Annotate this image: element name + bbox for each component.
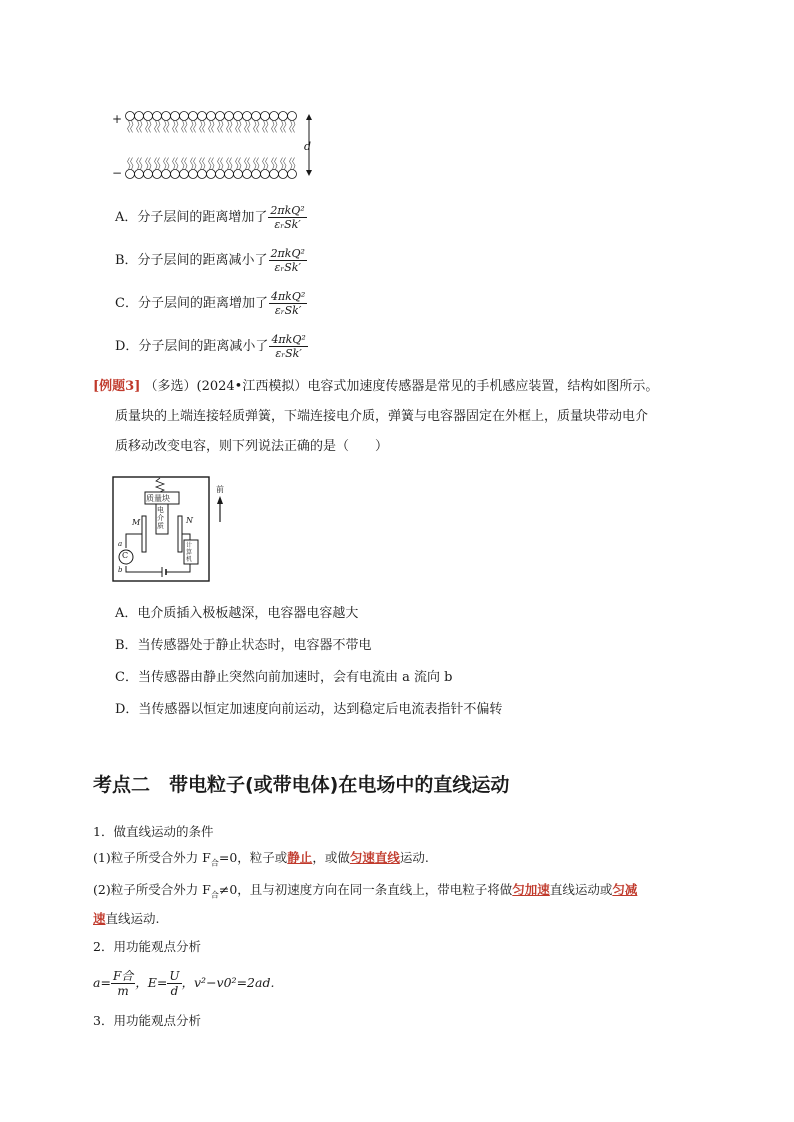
- molecule-tail: [203, 121, 206, 133]
- molecule-head: [198, 112, 207, 121]
- kinematics-formula: a= F合 m ，E= $\frac{U}{d}$ ，v²−v0²=2ad.: [93, 968, 275, 998]
- molecule-head: [234, 170, 243, 179]
- molecule-tail: [155, 158, 158, 170]
- molecule-head: [144, 170, 153, 179]
- plate-m-label: M: [132, 518, 141, 527]
- molecule-head: [252, 170, 261, 179]
- molecule-head: [243, 170, 252, 179]
- molecule-tail: [185, 121, 188, 133]
- molecule-tail: [266, 158, 269, 170]
- molecule-tail: [182, 121, 185, 133]
- plus-sign: +: [112, 112, 123, 126]
- section-body: [93, 822, 713, 1031]
- molecule-tail: [257, 158, 260, 170]
- molecule-head: [171, 170, 180, 179]
- ex3-option-d: D．当传感器以恒定加速度向前运动，达到稳定后电流表指针不偏转: [115, 702, 503, 717]
- molecule-tail: [149, 158, 152, 170]
- molecule-tail: [254, 158, 257, 170]
- molecule-tail: [254, 121, 257, 133]
- mass-block-label: 质量块: [146, 494, 170, 503]
- molecule-head: [288, 112, 297, 121]
- item-1-heading: 1．做直线运动的条件: [93, 824, 214, 839]
- molecule-tail: [263, 158, 266, 170]
- ex3-option-c: C．当传感器由静止突然向前加速时，会有电流由 a 流向 b: [115, 670, 453, 685]
- molecule-tail: [200, 121, 203, 133]
- molecule-head: [270, 170, 279, 179]
- molecule-tail: [212, 158, 215, 170]
- molecule-tail: [230, 121, 233, 133]
- molecule-tail: [164, 158, 167, 170]
- molecule-tail: [218, 158, 221, 170]
- molecule-tail: [191, 121, 194, 133]
- molecule-tail: [200, 158, 203, 170]
- option-c: C．分子层间的距离增加了 $\frac{\text{4πkQ²}}{\text{εᵣSk′}}$: [115, 290, 306, 317]
- molecule-tail: [185, 158, 188, 170]
- molecule-tail: [158, 158, 161, 170]
- front-label: 前: [216, 485, 224, 494]
- ex3-option-a: A．电介质插入极板越深，电容器电容越大: [115, 606, 359, 621]
- molecule-head: [243, 112, 252, 121]
- molecule-tail: [275, 121, 278, 133]
- plate-n-label: N: [186, 516, 193, 525]
- molecule-layers-svg: [124, 96, 324, 186]
- figure-accelerometer: [112, 476, 242, 584]
- molecule-head: [198, 170, 207, 179]
- molecule-tail: [203, 158, 206, 170]
- molecule-tail: [137, 158, 140, 170]
- molecule-head: [279, 112, 288, 121]
- example-3-line1: [例题3] （多选）(2024•江西模拟）电容式加速度传感器是常见的手机感应装置，结构如图所示。: [93, 379, 659, 394]
- molecule-head: [189, 112, 198, 121]
- molecule-tail: [272, 158, 275, 170]
- molecule-tail: [167, 121, 170, 133]
- molecule-head: [171, 112, 180, 121]
- molecule-head: [288, 170, 297, 179]
- molecule-head: [216, 112, 225, 121]
- point-a-label: a: [118, 540, 123, 548]
- molecule-head: [207, 112, 216, 121]
- molecule-head: [225, 112, 234, 121]
- dielectric-label: 电介质: [157, 506, 164, 530]
- molecule-tail: [293, 158, 296, 170]
- molecule-head: [225, 170, 234, 179]
- molecule-tail: [284, 158, 287, 170]
- example-3-line2: 质量块的上端连接轻质弹簧，下端连接电介质，弹簧与电容器固定在外框上，质量块带动电介: [115, 409, 649, 424]
- molecule-head: [135, 112, 144, 121]
- molecule-head: [261, 170, 270, 179]
- item-3-heading: 3．用功能观点分析: [93, 1013, 201, 1028]
- molecule-head: [180, 112, 189, 121]
- item-2-heading: 2．用功能观点分析: [93, 939, 201, 954]
- molecule-head: [126, 112, 135, 121]
- molecule-tail: [146, 158, 149, 170]
- distance-label: d: [304, 140, 312, 153]
- molecule-tail: [128, 158, 131, 170]
- molecule-head: [153, 170, 162, 179]
- condition-2: (2)粒子所受合外力 $F_合\ne 0$，且与初速度方向在同一条直线上，带电粒子将做匀加速直线运动或匀减 速直线运动.: [93, 881, 638, 926]
- molecule-tail: [290, 121, 293, 133]
- option-b: B．分子层间的距离减小了 $\frac{\text{2πkQ²}}{\text{εᵣSk′}}$: [115, 247, 305, 274]
- molecule-tail: [272, 121, 275, 133]
- section-heading: 考点二 带电粒子(或带电体)在电场中的直线运动: [93, 774, 510, 796]
- option-a: A．分子层间的距离增加了 $\frac{\text{2πkQ²}}{\text{εᵣSk′}}$: [115, 204, 305, 231]
- molecule-tail: [248, 121, 251, 133]
- molecule-tail: [245, 121, 248, 133]
- molecule-tail: [137, 121, 140, 133]
- molecule-tail: [131, 158, 134, 170]
- molecule-tail: [293, 121, 296, 133]
- molecule-tail: [281, 158, 284, 170]
- molecule-head: [180, 170, 189, 179]
- molecule-tail: [245, 158, 248, 170]
- molecule-tail: [212, 121, 215, 133]
- molecule-head: [207, 170, 216, 179]
- molecule-tail: [281, 121, 284, 133]
- example-3-line3: 质移动改变电容，则下列说法正确的是（ ）: [115, 439, 389, 454]
- option-d: D．分子层间的距离减小了 $\frac{\text{4πkQ²}}{\text{εᵣSk′}}$: [115, 333, 306, 360]
- molecule-tail: [266, 121, 269, 133]
- molecule-tail: [167, 158, 170, 170]
- computer-label: 计算机: [186, 542, 193, 563]
- figure-molecular-layers: [108, 96, 328, 186]
- molecule-head: [153, 112, 162, 121]
- molecule-head: [189, 170, 198, 179]
- molecule-tail: [173, 158, 176, 170]
- molecule-head: [216, 170, 225, 179]
- molecule-tail: [128, 121, 131, 133]
- minus-sign: −: [112, 166, 123, 180]
- molecule-tail: [275, 158, 278, 170]
- molecule-tail: [149, 121, 152, 133]
- molecule-head: [279, 170, 288, 179]
- molecule-head: [270, 112, 279, 121]
- molecule-tail: [146, 121, 149, 133]
- molecule-tail: [239, 158, 242, 170]
- molecule-tail: [182, 158, 185, 170]
- molecule-tail: [140, 121, 143, 133]
- molecule-tail: [176, 121, 179, 133]
- molecule-head: [126, 170, 135, 179]
- molecule-tail: [227, 121, 230, 133]
- meter-label: C: [122, 551, 129, 560]
- molecule-tail: [209, 121, 212, 133]
- molecule-tail: [164, 121, 167, 133]
- molecule-tail: [140, 158, 143, 170]
- molecule-tail: [239, 121, 242, 133]
- molecule-tail: [176, 158, 179, 170]
- example-3-options: [115, 598, 735, 726]
- molecule-head: [162, 170, 171, 179]
- molecule-tail: [263, 121, 266, 133]
- molecule-head: [252, 112, 261, 121]
- example-3: [93, 372, 713, 462]
- molecule-tail: [194, 121, 197, 133]
- molecule-tail: [218, 121, 221, 133]
- molecule-tail: [284, 121, 287, 133]
- molecule-tail: [158, 121, 161, 133]
- molecule-head: [144, 112, 153, 121]
- molecule-tail: [194, 158, 197, 170]
- molecule-tail: [173, 121, 176, 133]
- molecule-tail: [221, 158, 224, 170]
- molecule-tail: [248, 158, 251, 170]
- molecule-head: [162, 112, 171, 121]
- molecule-head: [261, 112, 270, 121]
- condition-1: (1)粒子所受合外力 $F_合=0$，粒子或静止，或做匀速直线运动.: [93, 850, 429, 868]
- molecule-tail: [257, 121, 260, 133]
- molecule-tail: [236, 158, 239, 170]
- molecule-tail: [230, 158, 233, 170]
- molecule-tail: [191, 158, 194, 170]
- point-b-label: b: [118, 566, 123, 574]
- molecule-tail: [290, 158, 293, 170]
- molecule-tail: [155, 121, 158, 133]
- molecule-tail: [227, 158, 230, 170]
- molecule-tail: [236, 121, 239, 133]
- molecule-tail: [221, 121, 224, 133]
- molecule-tail: [209, 158, 212, 170]
- molecule-tail: [131, 121, 134, 133]
- ex3-option-b: B．当传感器处于静止状态时，电容器不带电: [115, 638, 372, 653]
- molecule-head: [135, 170, 144, 179]
- molecule-head: [234, 112, 243, 121]
- example-tag: [例题3]: [93, 379, 141, 394]
